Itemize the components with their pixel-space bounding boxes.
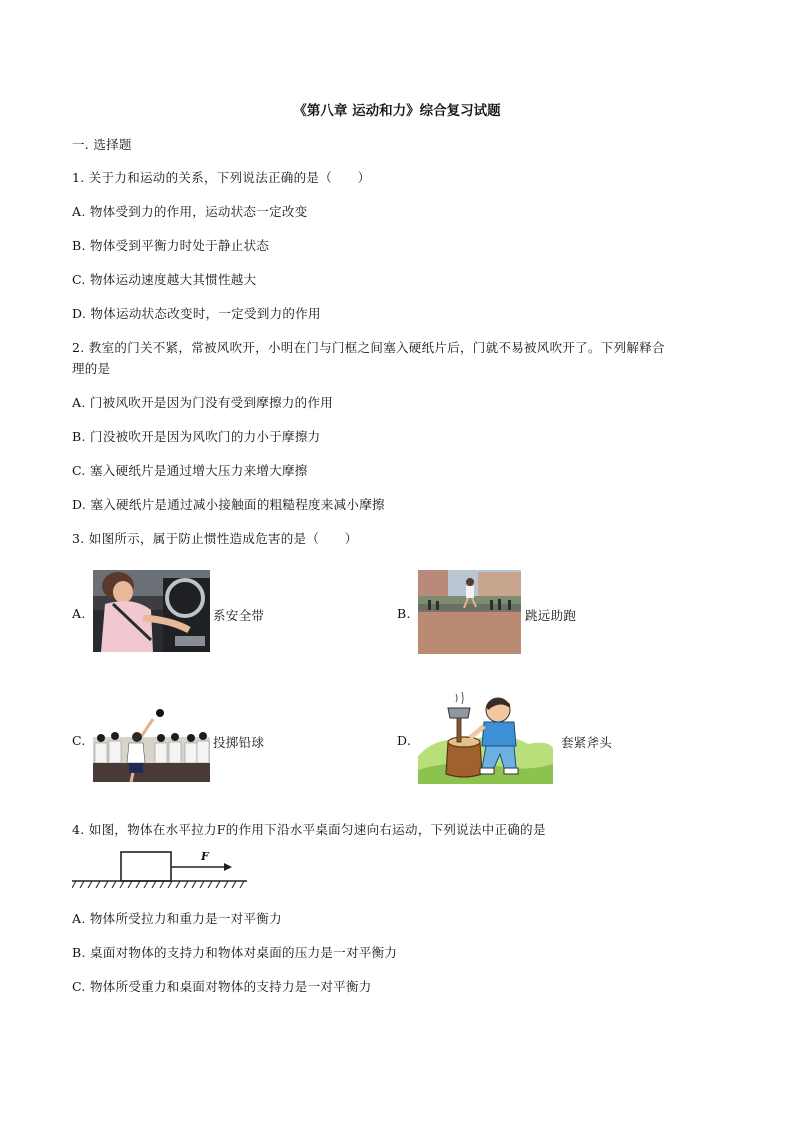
- q3-option-c-letter: C.: [72, 733, 86, 748]
- seatbelt-photo: [93, 570, 210, 652]
- shot-put-photo: [93, 707, 210, 782]
- q1-option-d: D. 物体运动状态改变时，一定受到力的作用: [72, 306, 321, 321]
- q3-stem: 3. 如图所示，属于防止惯性造成危害的是（ ）: [72, 531, 358, 546]
- q4-option-a: A. 物体所受拉力和重力是一对平衡力: [72, 911, 282, 926]
- q1-option-a: A. 物体受到力的作用，运动状态一定改变: [72, 204, 308, 219]
- axe-tightening-illustration: [418, 686, 553, 784]
- q2-option-a: A. 门被风吹开是因为门没有受到摩擦力的作用: [72, 395, 334, 410]
- q3-option-b-label: 跳远助跑: [525, 608, 577, 623]
- q3-option-a-letter: A.: [72, 606, 86, 621]
- q2-option-d: D. 塞入硬纸片是通过减小接触面的粗糙程度来减小摩擦: [72, 497, 385, 512]
- q4-option-c: C. 物体所受重力和桌面对物体的支持力是一对平衡力: [72, 979, 372, 994]
- q2-stem-line2: 理的是: [72, 361, 111, 376]
- q3-option-a-label: 系安全带: [213, 608, 265, 623]
- document-title: 《第八章 运动和力》综合复习试题: [293, 103, 501, 119]
- long-jump-photo: [418, 570, 521, 654]
- q3-option-d-letter: D.: [397, 733, 412, 748]
- q1-option-b: B. 物体受到平衡力时处于静止状态: [72, 238, 270, 253]
- q1-stem: 1. 关于力和运动的关系，下列说法正确的是（ ）: [72, 170, 371, 185]
- q1-option-c: C. 物体运动速度越大其惯性越大: [72, 272, 257, 287]
- q2-option-b: B. 门没被吹开是因为风吹门的力小于摩擦力: [72, 429, 321, 444]
- q4-stem: 4. 如图，物体在水平拉力F的作用下沿水平桌面匀速向右运动，下列说法中正确的是: [72, 822, 546, 837]
- q3-option-b-letter: B.: [397, 606, 411, 621]
- q3-option-d-label: 套紧斧头: [561, 735, 613, 750]
- q4-option-b: B. 桌面对物体的支持力和物体对桌面的压力是一对平衡力: [72, 945, 398, 960]
- q2-stem-line1: 2. 教室的门关不紧，常被风吹开，小明在门与门框之间塞入硬纸片后，门就不易被风吹开了。下列解释合: [72, 340, 665, 355]
- block-force-diagram: [72, 848, 247, 890]
- section-heading: 一. 选择题: [72, 137, 132, 152]
- force-label: F: [201, 850, 209, 863]
- q3-option-c-label: 投掷铅球: [213, 735, 265, 750]
- q2-option-c: C. 塞入硬纸片是通过增大压力来增大摩擦: [72, 463, 308, 478]
